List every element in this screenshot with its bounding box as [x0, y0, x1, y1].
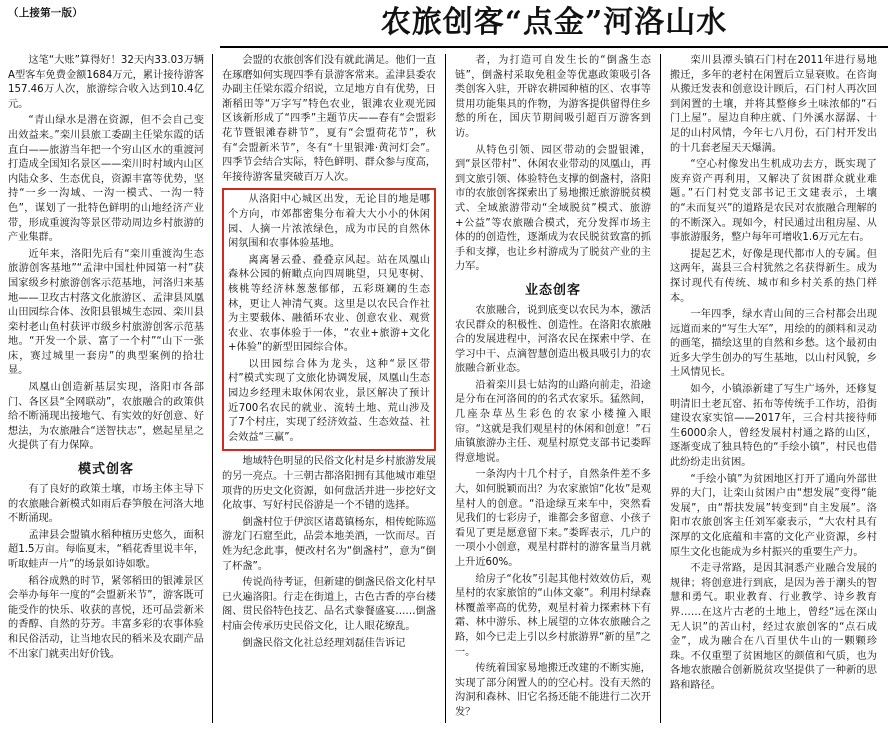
article-columns	[8, 54, 888, 723]
paragraph: 倒盏村位于伊滨区诸葛镇杨东，相传蛇陈巡游龙门石窟至此，品尝本地美酒，一饮而尽。百姓为纪念此事，便改村名为“倒盏村”，意为“倒了杯盏”。	[222, 516, 436, 572]
paragraph: 离离暑云叠、叠叠京风起。站在凤凰山森林公园的俯瞰点向四周眺望，只见枣树、核桃等经济林葱葱郁郁，五彩斑斓的生态林，更让人神清气爽。这里是以农民合作社为主要载体、融循环农业、创意农业、观赏农业、农事体验于一体，“农业+旅游+文化+体验”的新型田园综合体。	[228, 254, 430, 354]
paragraph: “手绘小镇”为贫困地区打开了通向外部世界的大门，让栾山贫困户由“想发展”变得“能发展”，由“帮扶发展”转变到“自主发展”。洛阳市农旅创客主任刘军豪表示，“大农村具有深厚的文化底蕴和丰富的文化产业资源，乡村原生文化也能成为乡村振兴的重要生产力。	[670, 473, 877, 558]
paragraph: 栾川县潭头镇石门村在2011年进行易地搬迁，多年的老村在闲置后立显衰败。在咨询从搬迁发表和创意设计顾后，石门村人再次回到闲置的土壤，并将其整修乡土味浓郁的“石门上屋”。屋边自种庄就、门外溪水潺潺、十足的山村风情，今年七八月份，石门村开发出的十几套老屋天天爆满。	[670, 55, 877, 154]
header-right	[212, 6, 888, 54]
paragraph: 一条沟内十几个村子，自然条件差不多大，如何脱颖而出？为农家旅馆“化妆”是观星村人的创意。“沿途绿互来车中，突然看见我们的七彩房子，谁都会多留意、小孩子看见了更是愿意留下来。”娄晖表示，几户的一项小小创意，观星村群村的游客量当月就上升近60%。	[455, 469, 651, 568]
paragraph: 孟津县会盟镇水稻种植历史悠久，面积超1.5万亩。每临夏末，“稻花香里说丰年，听取蛙声一片”的场景如诗如歌。	[8, 529, 204, 570]
continuation-kicker: （上接第一版）	[8, 7, 83, 19]
paragraph: 从特色引领、园区带动的会盟银滩，到“景区带村”、休闲农业带动的凤凰山，再到文旅引领、体验特色支撑的倒盏村，洛阳市的农旅创客探索出了易地搬迁旅游脱贫模式、全域旅游带动“全域脱贫”模式、旅游+公益”等农旅融合模式，充分发挥市场主体的的创造性，逐渐成为农民脱贫致富的抓手和支撑，也让乡村游成为了脱贫产业的主力军。	[455, 144, 651, 273]
column-1	[8, 54, 212, 723]
column-2	[213, 54, 445, 723]
paragraph: “空心村像发出生机成功去方，既实现了废弃资产再利用，又解决了贫困群众就业难题。”石门村党支部书记王文建表示，土壤的“未而复兴”的道路是农民对农旅融合理解的的不断深入。现如今，村民通过出租房屋、从事旅游服务，整户每年可增收1.6万元左右。	[670, 159, 877, 244]
paragraph: 以田园综合体为龙头，这种“景区带村”模式实现了文旅化协调发展，凤凰山生态园边乡经理未取休闲农业，景区解决了预计近700名农民的就业、流转土地、荒山涉及了7个村庄，实现了经济效益、生态效益、社会效益“三赢”。	[228, 358, 430, 443]
paragraph: 一年四季，绿水青山间的三合村都会出现远道而来的“写生大军”，用绘的的颜料和灵动的画笔，描绘这里的自然和乡愁。这个最初由近多大学生创办的写生基地，以山村风貌，乡土风情见长。	[670, 309, 877, 379]
column-3	[446, 54, 660, 723]
paragraph: 凤凰山创造新基层实现，洛阳市各部门、各区县“全网联动”，农旅融合的政策供给不断涌现出接地气、有实效的好创意、好想法，为农旅融合“送智扶志”，燃起星星之火提供了有力保障。	[8, 382, 204, 452]
paragraph: 从洛阳中心城区出发，无论目的地是哪个方向，市郊都密集分布着大大小小的休闲园、人摘一片浓浓绿色，成为市民的自然休闲氛围和农事体验基地。	[228, 194, 430, 250]
paragraph: “青山绿水是潜在资源，但不会自己变出效益来。”栾川县旅工委副主任梁东霞的话直白——旅游当年把一个穷山区水的重渡河打造成全国知名景区——栾川时村域内山区内陆众多、生态优良，资源丰富等优势，坚持“一乡一沟域、一沟一模式、一沟一特色”，谋划了一批特色鲜明的山地经济产业带，形成重渡沟等景区带动周边乡村旅游的产业集群。	[8, 115, 204, 244]
paragraph: 会盟的农旅创客们没有就此满足。他们一直在琢磨如何实现四季有景游客常来。孟津县委农办副主任梁东霞介绍说，立足地方自有优势，日渐稻田等“万字写”特色农业，银滩农业观光园区该新形成了“四季”主题节庆——春有“会盟彩花节暨银滩春耕节”，夏有“会盟荷花节”，秋有“会盟新米节”，冬有“十里银滩·黄河灯会”。四季节会结合实际，特色鲜明、群众参与度高，年接待游客量突破百万人次。	[222, 55, 436, 183]
highlight-box	[222, 188, 436, 451]
paragraph: 如今，小镇添新建了写生广场外，还修复明清旧土老瓦窑、拓布等传统手工作坊，沿街建设农家实馆——2017年，三合村共接待师生6000余人，曾经发展村村通之路的山区，逐渐变成了独具特色的“手绘小镇”，村民也借此纷纷走出贫困。	[670, 384, 877, 469]
header-left	[8, 6, 212, 54]
paragraph: 传说尚待考证，但新建的倒盏民俗文化村早已火遍洛阳。行走在街道上，古色古香的亭台楼阁、贯民俗特色技艺、品名式豢餐盛宴……倒盏村庙会传承历史民俗文化，让人眼花缭乱。	[222, 577, 436, 632]
paragraph: 提起艺术，好像是现代都市人的专属。但这两年，嵩县三合村犹然之名获得新生。成为探讨现代有传统、城市和乡村关系的热门样本。	[670, 248, 877, 304]
paragraph: 农旅融合，说到底变以农民为本，激活农民群众的积极性、创造性。在洛阳农旅融合的发展进程中，河洛农民在探索中学、在学习中干、点滴智慧创造出极具吸引力的农旅融合新业态。	[455, 304, 651, 375]
paragraph: 沿着栾川县七姑沟的山路向前走，沿途是分布在河洛间的的名式农家乐。猛然间，几座杂草丛生彩色的农家小楼撞入眼帘。“这就是我们观星村的休闲和创意！”石庙镇旅游办主任、观星村原党支部书记娄晖得意地说。	[455, 379, 651, 464]
header-area	[8, 6, 888, 54]
section-subhead: 业态创客	[524, 282, 581, 298]
page-headline: 农旅创客“点金”河洛山水	[220, 6, 888, 48]
paragraph: 有了良好的政策土壤，市场主体主导下的农旅融合新模式如雨后春笋般在河洛大地不断涌现。	[8, 484, 204, 525]
paragraph: 给房子“化妆”引起其他村效效仿后，观星村的农家旅馆的“山体文豪”。利用村绿森林覆盖率高的优势，观星村着力探索林下有霜、林中游乐、林上展望的立体农旅融合之路，如今已走上引以乡村旅游界“新的星”之一。	[455, 573, 651, 658]
paragraph: 这笔“大账”算得好！32天内33.03万辆A型客车免费金额1684万元，累计接待游客157.46万人次，旅游综合收入达到10.4亿元。	[8, 55, 204, 110]
paragraph: 稻谷成熟的时节，紧邻稻田的银滩景区会举办每年一度的“会盟新米节”，游客既可能受作的快乐、收获的喜悦，还可品尝新米的香醇、自然的芬芳。丰富多彩的农事体验和民俗活动，让当地农民的稻米及农副产品不出家门就卖出好价钱。	[8, 575, 204, 660]
paragraph: 倒盏民俗文化社总经理刘磊佳告诉记	[242, 637, 406, 649]
paragraph: 地域特色明显的民俗文化村是乡村旅游发展的另一亮点。十三朝古都洛阳拥有其他城市难望项背的历史文化资源，如何盘活并进一步挖好文化故事、写好村民俗游是一个不错的选择。	[222, 456, 436, 512]
paragraph: 近年来，洛阳先后有“栾川重渡沟生态旅游创客基地”“孟津中国杜仲园第一村”获国家级乡村旅游创客示范基地，河洛归来基地——卫玫古村落文化旅游区、孟津县凤凰山田园综合体、汝阳县银城生态园、栾川县栾村老山鱼村获评市级乡村旅游创客示范基地。“开发一个景、富了一个村”“山下一张床，赛过城里一套房”的典型案例的拾壮显。	[8, 248, 204, 377]
paragraph: 者，为打造可自发生长的“倒盏生态链”，倒盏村采取免租金等优惠政策吸引各类创客入驻，开辟农耕园种植的区、农事等贯用功能集具的作物，为游客提供留得住乡愁的所在，国庆节期间吸引超百万游客到访。	[455, 55, 651, 139]
section-subhead: 模式创客	[77, 462, 134, 478]
column-4	[661, 54, 877, 723]
paragraph: 传统着国家易地搬迁改建的不断实施，实现了部分闲置人的的空心村。没有天然的沟洞和森林、旧它名扬还能不能进行二次开发？	[455, 663, 651, 718]
paragraph: 不走寻常路，是因其洞悉产业融合发展的规律；将创意进行到底，是因为善于潮头的智慧和勇气。职业教育、行业教学、诗乡教育界……在这片古老的土地上，曾经“远在深山无人识”的苦山村，经过农旅创客的“点石成金”，成为融合在八百里伏牛山的一颗颗珍珠。不仅重塑了贫困地区的颜值和气质，也为各地农旅融合创新脱贫攻坚提供了一种新的思路和路径。	[670, 563, 877, 691]
